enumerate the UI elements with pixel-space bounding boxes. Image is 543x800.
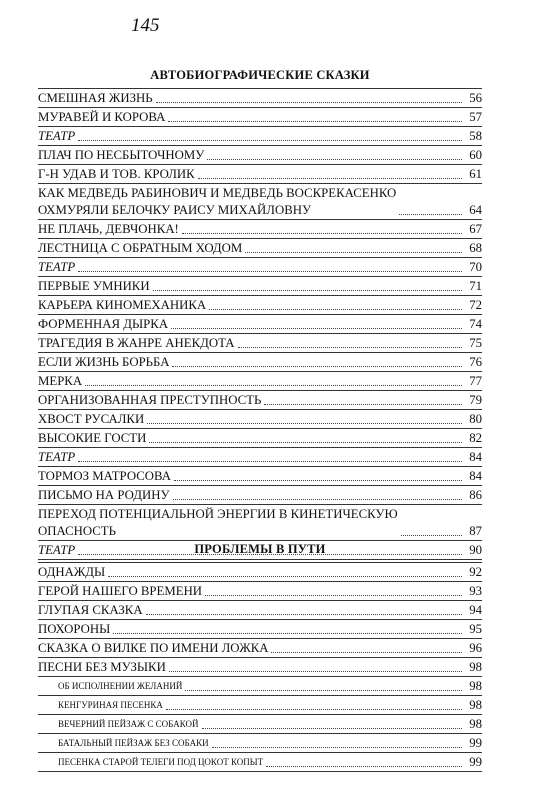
toc-entry-title: ПЛАЧ ПО НЕСБЫТОЧНОМУ <box>38 148 205 162</box>
toc-entry-title: СКАЗКА О ВИЛКЕ ПО ИМЕНИ ЛОЖКА <box>38 641 269 655</box>
dot-leader <box>173 499 462 500</box>
toc-entry-title-wrap <box>38 335 464 352</box>
dot-leader <box>174 480 462 481</box>
toc-entry-page: 92 <box>469 565 482 579</box>
dot-leader <box>146 614 462 615</box>
dot-leader <box>153 290 462 291</box>
toc-entry-title-wrap <box>38 564 464 581</box>
toc-entry <box>38 600 482 619</box>
toc-entry <box>38 695 482 714</box>
toc-entry <box>38 333 482 352</box>
toc-entry-title-wrap <box>38 297 464 314</box>
toc-entry-title-wrap <box>38 90 464 107</box>
toc-entry-title-wrap <box>38 128 464 145</box>
toc-entry-page: 58 <box>469 129 482 143</box>
toc-entry-title-wrap <box>38 449 464 466</box>
dot-leader <box>205 595 462 596</box>
toc-entry-title-wrap <box>38 278 464 295</box>
dot-leader <box>271 652 462 653</box>
toc-entry-page: 57 <box>469 110 482 124</box>
toc-entry-title: ЛЕСТНИЦА С ОБРАТНЫМ ХОДОМ <box>38 241 243 255</box>
toc-entry-title-wrap <box>38 468 464 485</box>
dot-leader <box>245 252 462 253</box>
toc-entry-title-wrap <box>38 640 464 657</box>
toc-entry-title-wrap <box>38 716 464 733</box>
toc-entry-title: ТЕАТР <box>38 450 76 464</box>
toc-entry-title: МУРАВЕЙ И КОРОВА <box>38 110 166 124</box>
toc-entry-title: ТЕАТР <box>38 129 76 143</box>
toc-entry-title: ВЫСОКИЕ ГОСТИ <box>38 431 147 445</box>
toc-entry-page: 84 <box>469 469 482 483</box>
toc-entry-page: 99 <box>469 755 482 769</box>
toc-entry-title: ТЕАТР <box>38 260 76 274</box>
dot-leader <box>264 404 462 405</box>
toc-entry <box>38 295 482 314</box>
toc-entry-page: 79 <box>469 393 482 407</box>
toc-entry-title: КАРЬЕРА КИНОМЕХАНИКА <box>38 298 207 312</box>
dot-leader <box>78 461 462 462</box>
toc-entry-title: БАТАЛЬНЫЙ ПЕЙЗАЖ БЕЗ СОБАКИ <box>58 738 209 748</box>
toc-entry-title-wrap <box>38 373 464 390</box>
toc-entry-title: ГЛУПАЯ СКАЗКА <box>38 603 143 617</box>
dot-leader <box>198 178 462 179</box>
toc-entry <box>38 504 482 540</box>
toc-entry <box>38 314 482 333</box>
toc-entry-title-wrap <box>38 697 464 714</box>
toc-entry-page: 84 <box>469 450 482 464</box>
toc-entry <box>38 107 482 126</box>
toc-entry-title: КЕНГУРИНАЯ ПЕСЕНКА <box>58 700 163 710</box>
toc-list <box>38 88 482 560</box>
dot-leader <box>78 140 462 141</box>
toc-entry-title-wrap <box>38 583 464 600</box>
toc-entry <box>38 390 482 409</box>
toc-entry-page: 71 <box>469 279 482 293</box>
toc-entry-title: ГЕРОЙ НАШЕГО ВРЕМЕНИ <box>38 584 203 598</box>
toc-entry-title: Г-Н УДАВ И ТОВ. КРОЛИК <box>38 167 195 181</box>
toc-entry-page: 96 <box>469 641 482 655</box>
toc-entry-page: 90 <box>469 543 482 557</box>
toc-entry-page: 98 <box>469 679 482 693</box>
dot-leader <box>202 728 462 729</box>
toc-entry-title: СМЕШНАЯ ЖИЗНЬ <box>38 91 153 105</box>
dot-leader <box>238 347 462 348</box>
toc-entry-title: ОРГАНИЗОВАННАЯ ПРЕСТУПНОСТЬ <box>38 393 262 407</box>
toc-entry <box>38 238 482 257</box>
toc-entry <box>38 581 482 600</box>
toc-entry-title: ТЕАТР <box>38 543 76 557</box>
toc-entry-title-wrap <box>38 354 464 371</box>
toc-entry <box>38 276 482 295</box>
dot-leader <box>401 535 462 536</box>
toc-entry-page: 68 <box>469 241 482 255</box>
toc-entry-title: ФОРМЕННАЯ ДЫРКА <box>38 317 169 331</box>
toc-entry-title: ПЕСНИ БЕЗ МУЗЫКИ <box>38 660 166 674</box>
toc-entry <box>38 145 482 164</box>
toc-entry <box>38 183 482 219</box>
toc-entry <box>38 257 482 276</box>
toc-entry-page: 77 <box>469 374 482 388</box>
toc-entry-page: 94 <box>469 603 482 617</box>
toc-entry-title: ТРАГЕДИЯ В ЖАНРЕ АНЕКДОТА <box>38 336 235 350</box>
dot-leader <box>399 214 462 215</box>
toc-entry-title-wrap <box>38 621 464 638</box>
toc-entry-page: 60 <box>469 148 482 162</box>
dot-leader <box>212 747 462 748</box>
toc-entry-title: ХВОСТ РУСАЛКИ <box>38 412 145 426</box>
toc-entry <box>38 752 482 772</box>
toc-entry-title: ТОРМОЗ МАТРОСОВА <box>38 469 171 483</box>
dot-leader <box>209 309 462 310</box>
toc-entry <box>38 164 482 183</box>
dot-leader <box>78 271 462 272</box>
toc-entry-title: МЕРКА <box>38 374 83 388</box>
toc-entry-title-wrap <box>38 316 464 333</box>
toc-entry-page: 95 <box>469 622 482 636</box>
toc-entry-page: 67 <box>469 222 482 236</box>
toc-entry-title-wrap <box>38 392 464 409</box>
toc-entry <box>38 676 482 695</box>
toc-entry <box>38 619 482 638</box>
toc-entry-title-wrap <box>38 185 464 219</box>
toc-entry <box>38 126 482 145</box>
toc-entry-page: 93 <box>469 584 482 598</box>
toc-list <box>38 562 482 772</box>
toc-entry <box>38 409 482 428</box>
toc-entry-page: 82 <box>469 431 482 445</box>
toc-entry-title-wrap <box>38 506 464 540</box>
toc-entry <box>38 428 482 447</box>
toc-entry-title: ЕСЛИ ЖИЗНЬ БОРЬБА <box>38 355 170 369</box>
toc-entry <box>38 466 482 485</box>
dot-leader <box>166 709 462 710</box>
dot-leader <box>168 121 462 122</box>
toc-entry-title-wrap <box>38 754 464 771</box>
dot-leader <box>85 385 462 386</box>
toc-entry <box>38 562 482 581</box>
toc-entry-page: 98 <box>469 698 482 712</box>
toc-entry-title: ПЕРВЫЕ УМНИКИ <box>38 279 150 293</box>
dot-leader <box>182 233 462 234</box>
toc-entry-page: 99 <box>469 736 482 750</box>
toc-entry <box>38 88 482 107</box>
section-autobiographical-tales <box>38 66 482 560</box>
toc-entry-page: 56 <box>469 91 482 105</box>
toc-entry-title-wrap <box>38 411 464 428</box>
toc-entry <box>38 733 482 752</box>
toc-entry-page: 64 <box>469 203 482 217</box>
toc-entry <box>38 447 482 466</box>
toc-entry <box>38 714 482 733</box>
section-title: ПРОБЛЕМЫ В ПУТИ <box>194 542 326 556</box>
toc-entry <box>38 219 482 238</box>
toc-entry-title-wrap <box>38 602 464 619</box>
toc-entry-page: 87 <box>469 524 482 538</box>
toc-entry-page: 80 <box>469 412 482 426</box>
dot-leader <box>108 576 462 577</box>
toc-entry-page: 72 <box>469 298 482 312</box>
toc-entry-title-wrap <box>38 735 464 752</box>
toc-entry-title-wrap <box>38 678 464 695</box>
section-problems-on-the-way <box>38 540 482 772</box>
dot-leader <box>185 690 462 691</box>
toc-entry <box>38 657 482 676</box>
toc-entry-page: 75 <box>469 336 482 350</box>
toc-entry-title: КАК МЕДВЕДЬ РАБИНОВИЧ И МЕДВЕДЬ ВОСКРЕКАСЕНКО ОХМУРЯЛИ БЕЛОЧКУ РАИСУ МИХАЙЛОВНУ <box>38 186 397 217</box>
toc-entry-page: 74 <box>469 317 482 331</box>
toc-entry-title: ПОХОРОНЫ <box>38 622 111 636</box>
toc-entry-title-wrap <box>38 430 464 447</box>
toc-entry-title-wrap <box>38 166 464 183</box>
toc-entry-title: НЕ ПЛАЧЬ, ДЕВЧОНКА! <box>38 222 179 236</box>
dot-leader <box>169 671 462 672</box>
dot-leader <box>149 442 462 443</box>
toc-entry-title-wrap <box>38 147 464 164</box>
dot-leader <box>113 633 462 634</box>
dot-leader <box>147 423 462 424</box>
dot-leader <box>172 366 462 367</box>
toc-entry <box>38 371 482 390</box>
dot-leader <box>207 159 462 160</box>
toc-entry-page: 86 <box>469 488 482 502</box>
toc-entry-page: 76 <box>469 355 482 369</box>
dot-leader <box>266 766 462 767</box>
toc-entry-title: ОБ ИСПОЛНЕНИИ ЖЕЛАНИЙ <box>58 681 183 691</box>
toc-entry-page: 70 <box>469 260 482 274</box>
toc-entry-title-wrap <box>38 659 464 676</box>
toc-entry-page: 98 <box>469 660 482 674</box>
toc-entry-title-wrap <box>38 240 464 257</box>
toc-entry-title: ПИСЬМО НА РОДИНУ <box>38 488 170 502</box>
toc-entry-page: 61 <box>469 167 482 181</box>
section-title: АВТОБИОГРАФИЧЕСКИЕ СКАЗКИ <box>150 68 370 82</box>
toc-entry-title: ПЕРЕХОД ПОТЕНЦИАЛЬНОЙ ЭНЕРГИИ В КИНЕТИЧЕСКУЮ ОПАСНОСТЬ <box>38 507 398 538</box>
toc-entry-title: ПЕСЕНКА СТАРОЙ ТЕЛЕГИ ПОД ЦОКОТ КОПЫТ <box>58 757 264 767</box>
toc-entry <box>38 638 482 657</box>
toc-entry-title-wrap <box>38 259 464 276</box>
toc-entry <box>38 485 482 504</box>
toc-entry-title-wrap <box>38 221 464 238</box>
toc-entry-title: ВЕЧЕРНИЙ ПЕЙЗАЖ С СОБАКОЙ <box>58 719 199 729</box>
toc-entry <box>38 352 482 371</box>
toc-entry-title-wrap <box>38 109 464 126</box>
dot-leader <box>156 102 462 103</box>
dot-leader <box>171 328 462 329</box>
toc-entry-title-wrap <box>38 487 464 504</box>
toc-entry-page: 98 <box>469 717 482 731</box>
toc-entry-title: ОДНАЖДЫ <box>38 565 106 579</box>
page-number: 145 <box>131 15 160 36</box>
